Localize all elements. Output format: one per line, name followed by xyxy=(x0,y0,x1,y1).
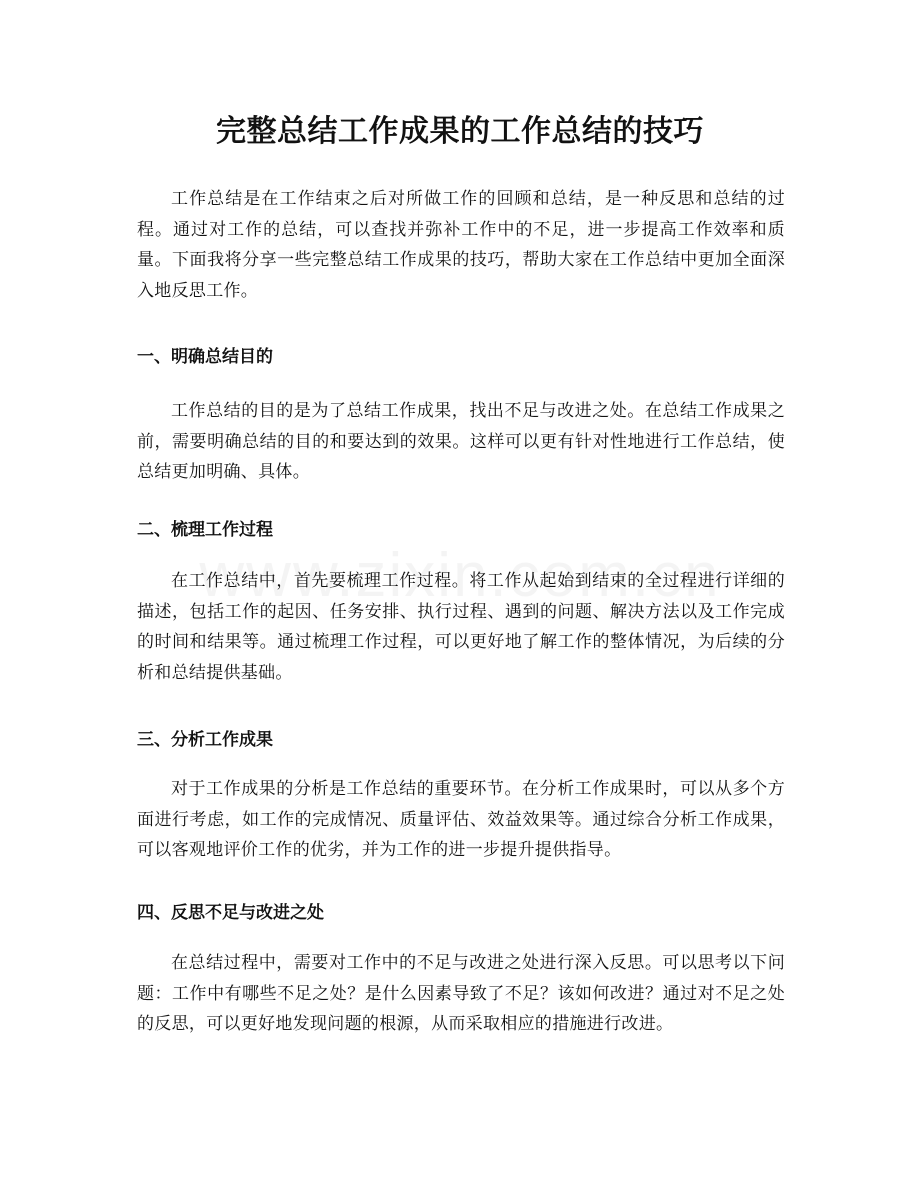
section-paragraph-2: 在工作总结中，首先要梳理工作过程。将工作从起始到结束的全过程进行详细的描述，包括工作的起因、任务安排、执行过程、遇到的问题、解决方法以及工作完成的时间和结果等。通过梳理工作过程，可以更好地了解工作的整体情况，为后续的分析和总结提供基础。 xyxy=(137,571,785,683)
section-heading-2: 二、梳理工作过程 xyxy=(137,520,273,540)
section-paragraph-1: 工作总结的目的是为了总结工作成果，找出不足与改进之处。在总结工作成果之前，需要明确总结的目的和要达到的效果。这样可以更有针对性地进行工作总结，使总结更加明确、具体。 xyxy=(137,401,785,482)
document-title: 完整总结工作成果的工作总结的技巧 xyxy=(216,114,704,149)
section-heading-3: 三、分析工作成果 xyxy=(137,730,273,750)
intro-paragraph: 工作总结是在工作结束之后对所做工作的回顾和总结，是一种反思和总结的过程。通过对工作的总结，可以查找并弥补工作中的不足，进一步提高工作效率和质量。下面我将分享一些完整总结工作成果的技巧，帮助大家在工作总结中更加全面深入地反思工作。 xyxy=(137,189,785,301)
section-paragraph-3: 对于工作成果的分析是工作总结的重要环节。在分析工作成果时，可以从多个方面进行考虑，如工作的完成情况、质量评估、效益效果等。通过综合分析工作成果，可以客观地评价工作的优劣，并为工作的进一步提升提供指导。 xyxy=(137,779,785,860)
section-paragraph-4: 在总结过程中，需要对工作中的不足与改进之处进行深入反思。可以思考以下问题：工作中有哪些不足之处？是什么因素导致了不足？该如何改进？通过对不足之处的反思，可以更好地发现问题的根源，从而采取相应的措施进行改进。 xyxy=(137,953,785,1034)
section-heading-1: 一、明确总结目的 xyxy=(137,347,273,367)
section-heading-4: 四、反思不足与改进之处 xyxy=(137,903,324,923)
